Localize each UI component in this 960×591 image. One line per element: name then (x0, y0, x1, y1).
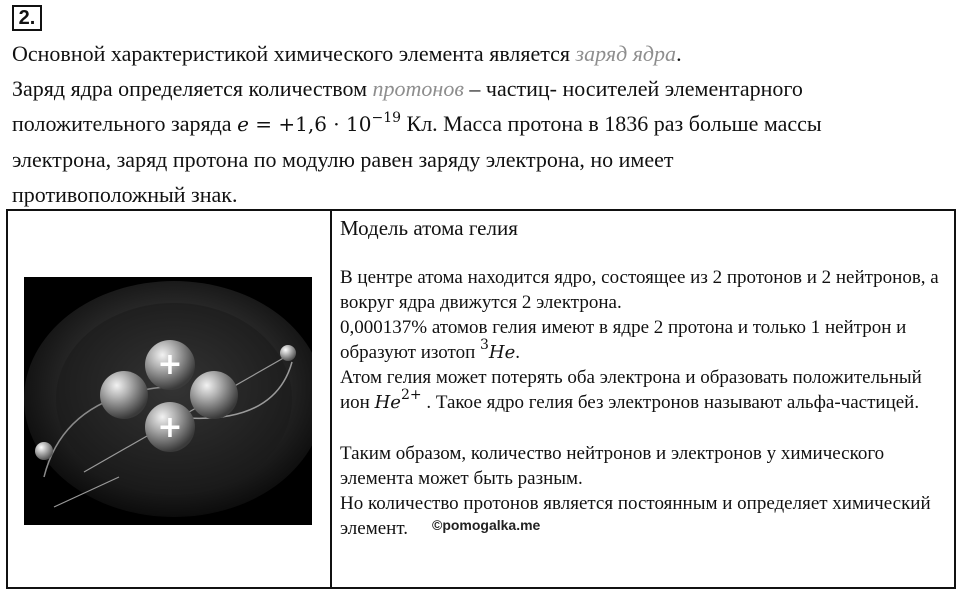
paragraph-structure: В центре атома находится ядро, состоящее из 2 протонов и 2 нейтронов, а вокруг ядра движутся 2 электрона. (340, 267, 939, 313)
paragraph-conclusion-2: Но количество протонов является постоянным и определяет химический элемент. (340, 493, 931, 539)
task-number: 2. (12, 5, 42, 31)
proton-symbol: + (157, 410, 183, 445)
column-divider (330, 211, 332, 587)
helium-atom-model-image (24, 277, 312, 525)
paragraph-isotope: 0,000137% атомов гелия имеют в ядре 2 протона и только 1 нейтрон и образуют изотоп $^3$He. (340, 317, 907, 363)
table-title: Модель атома гелия (340, 216, 518, 240)
intro-line-4: электрона, заряд протона по модулю равен заряду электрона, но имеет (12, 147, 674, 172)
info-table (6, 209, 956, 589)
intro-line-1: Основной характеристикой химического элемента является заряд ядра. (12, 41, 682, 66)
intro-line-2: Заряд ядра определяется количеством протонов – частиц- носителей элементарного (12, 76, 803, 101)
proton-symbol: + (157, 347, 183, 382)
term-protons: протонов (372, 76, 464, 101)
intro-text (12, 36, 952, 212)
description-cell (340, 211, 950, 541)
intro-line-3: положительного заряда $e = +1,6 \cdot 10^{-19}$ Кл. Масса протона в 1836 раз больше массы (12, 110, 822, 136)
watermark: ©pomogalka.me (432, 517, 541, 533)
paragraph-ion: Атом гелия может потерять оба электрона и образовать положительный ион $He^{2+}$ . Такое ядро гелия без электронов называют альфа-частицей. (340, 367, 922, 413)
paragraph-conclusion-1: Таким образом, количество нейтронов и электронов у химического элемента может быть разным. (340, 443, 885, 489)
elementary-charge-formula: $e = +1,6 \cdot 10^{-19}$ (237, 110, 402, 136)
intro-line-5: противоположный знак. (12, 182, 238, 207)
term-nuclear-charge: заряд ядра (575, 41, 677, 66)
